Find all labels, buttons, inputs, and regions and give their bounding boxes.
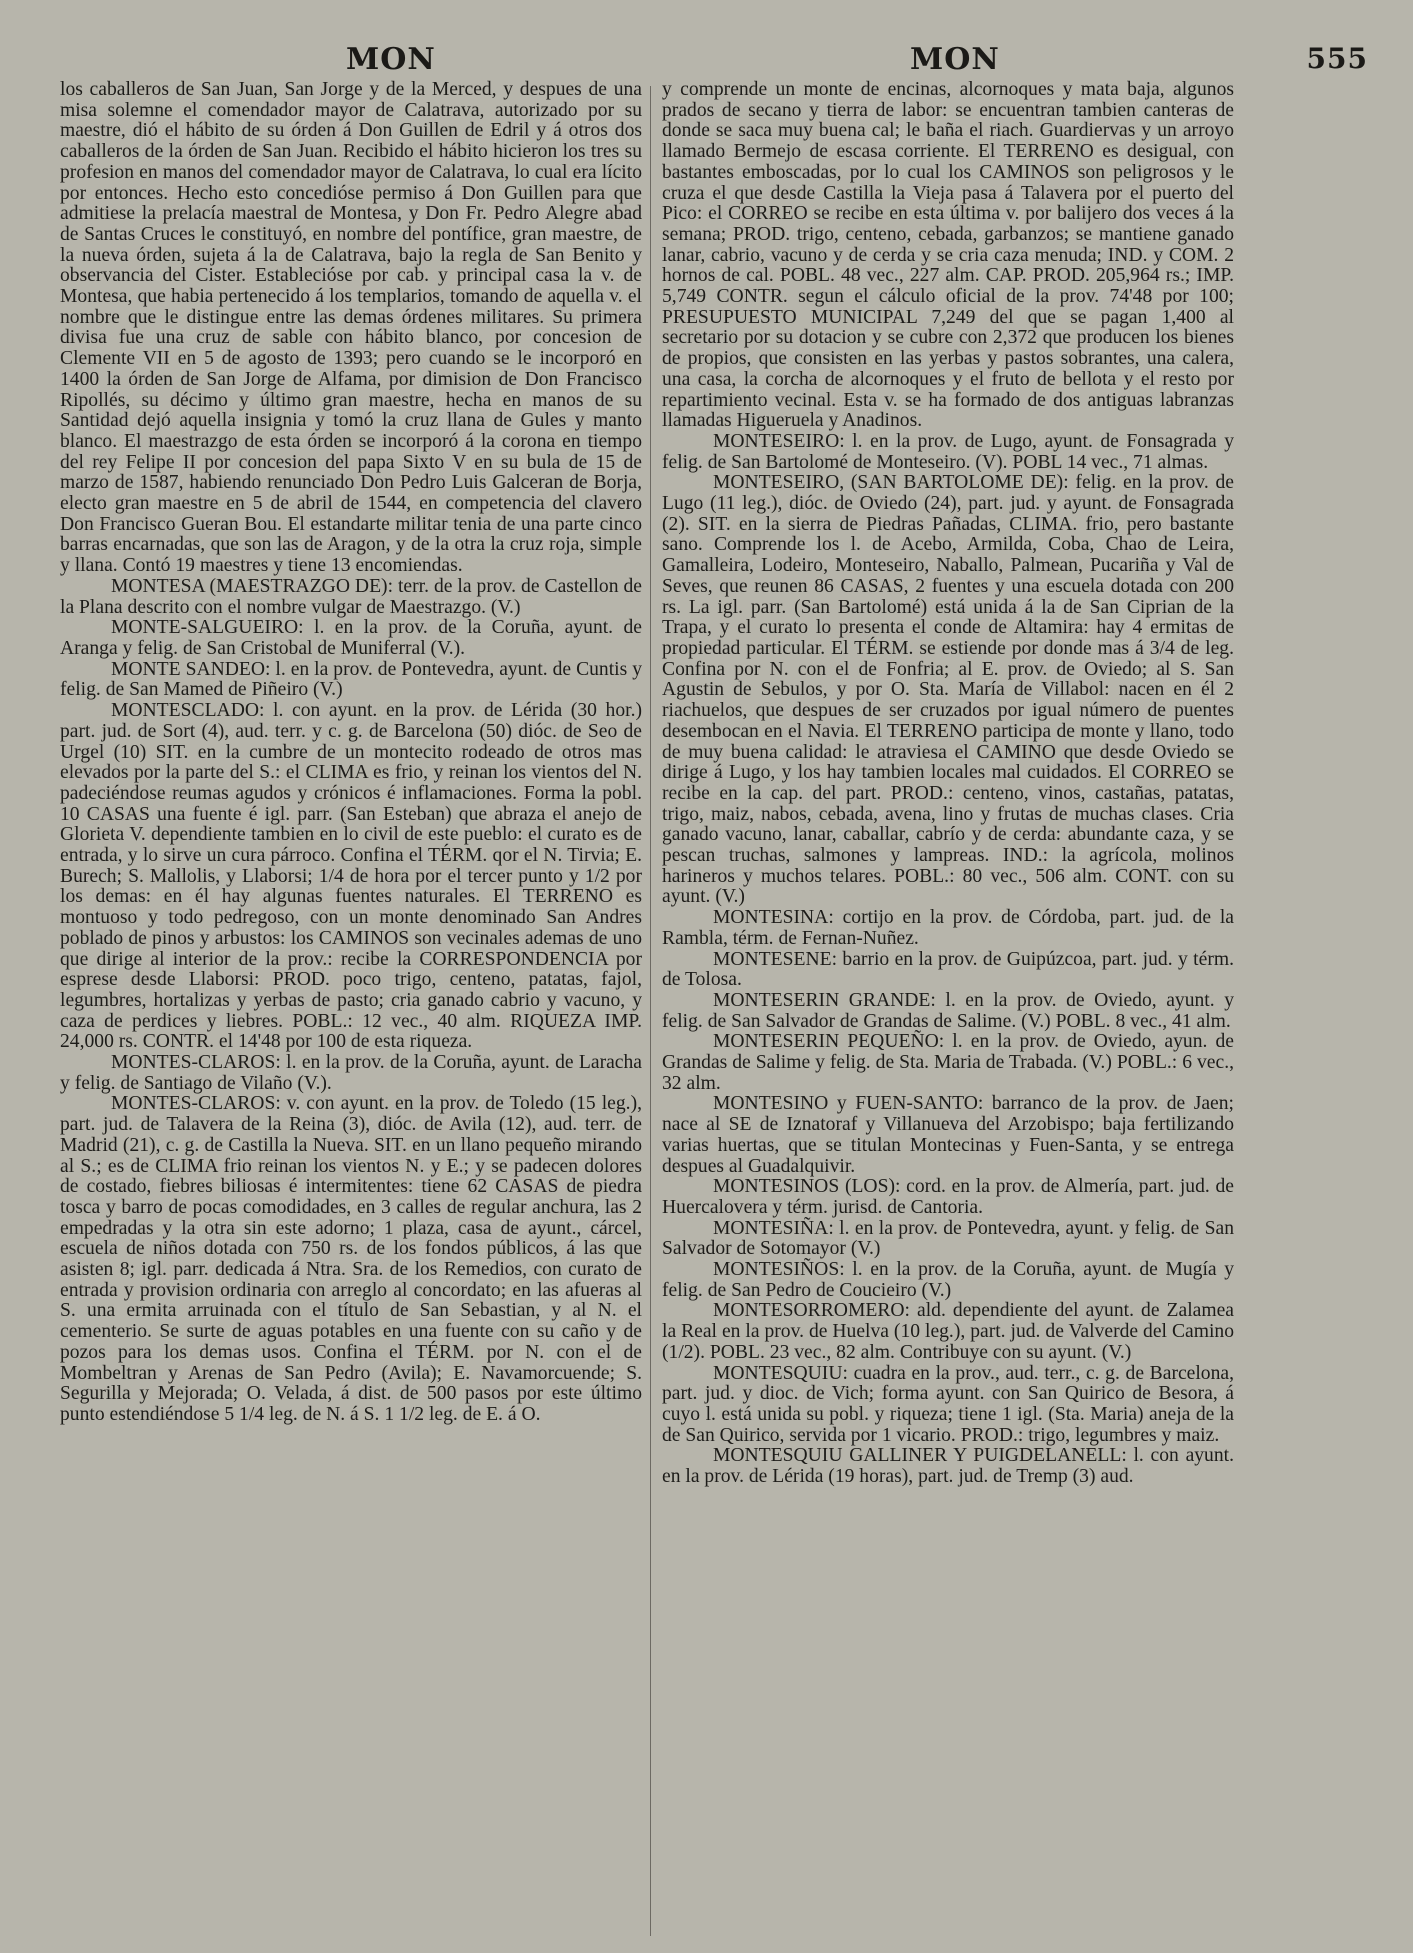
dictionary-entry: MONTESINO y FUEN-SANTO: barranco de la prov. de Jaen; nace al SE de Iznatoraf y Villanueva del Arzobispo; baja fertilizando varias huertas, que se titulan Montecinas y Fuen-Santa, y se entrega despues al Guadalquivir. — [662, 1093, 1234, 1177]
running-head-right: MON — [910, 42, 1000, 77]
dictionary-entry: MONTE-SALGUEIRO: l. en la prov. de la Coruña, ayunt. de Aranga y felig. de San Cristobal de Muniferral (V.). — [60, 617, 642, 659]
dictionary-entry: y comprende un monte de encinas, alcornoques y mata baja, algunos prados de secano y tierra de labor: se encuentran tambien canteras de donde se saca muy buena cal; le baña el riach. Guardiervas y un arroyo llamado Bermejo de escasa corriente. El TERRENO es desigual, con bastantes emboscadas, por lo cual los CAMINOS son peligrosos y le cruza el que desde Castilla la Vieja pasa á Talavera por el puerto del Pico: el CORREO se recibe en esta última v. por balijero dos veces á la semana; PROD. trigo, centeno, cebada, garbanzos; se mantiene ganado lanar, cabrio, vacuno y de cerda y se cria caza menuda; IND. y COM. 2 hornos de cal. POBL. 48 vec., 227 alm. CAP. PROD. 205,964 rs.; IMP. 5,749 CONTR. segun el cálculo oficial de la prov. 74'48 por 100; PRESUPUESTO MUNICIPAL 7,249 del que se pagan 1,400 al secretario por su dotacion y se cubre con 2,372 que producen los bienes de propios, que consisten en las yerbas y pastos sobrantes, una calera, una casa, la corcha de alcornoques y el fruto de bellota y el resto por repartimiento vecinal. Esta v. se ha formado de dos antiguas labranzas llamadas Higueruela y Anadinos. — [662, 79, 1234, 432]
dictionary-entry: MONTESQUIU: cuadra en la prov., aud. terr., c. g. de Barcelona, part. jud. y dioc. de Vich; forma ayunt. con San Quirico de Besora, á cuyo l. está unida su pobl. y riqueza; tiene 1 igl. (Sta. Maria) aneja de la de San Quirico, servida por 1 vicario. PROD.: trigo, legumbres y maiz. — [662, 1362, 1234, 1446]
dictionary-entry: MONTESQUIU GALLINER Y PUIGDELANELL: l. con ayunt. en la prov. de Lérida (19 horas), part. jud. de Tremp (3) aud. — [662, 1445, 1234, 1488]
dictionary-entry: MONTESIÑOS: l. en la prov. de la Coruña, ayunt. de Mugía y felig. de San Pedro de Coucieiro (V.) — [662, 1259, 1234, 1301]
dictionary-entry: MONTESERIN PEQUEÑO: l. en la prov. de Oviedo, ayun. de Grandas de Salime y felig. de Sta. Maria de Trabada. (V.) POBL.: 6 vec., 32 alm. — [662, 1031, 1234, 1094]
dictionary-entry: MONTESEIRO: l. en la prov. de Lugo, ayunt. de Fonsagrada y felig. de San Bartolomé de Monteseiro. (V). POBL 14 vec., 71 almas. — [662, 430, 1234, 473]
dictionary-entry: MONTESORROMERO: ald. dependiente del ayunt. de Zalamea la Real en la prov. de Huelva (10 leg.), part. jud. de Valverde del Camino (1/2). POBL. 23 vec., 82 alm. Contribuye con su ayunt. (V.) — [662, 1300, 1234, 1363]
column-divider — [650, 86, 651, 1936]
left-column — [60, 80, 642, 1426]
dictionary-entry: MONTESENE: barrio en la prov. de Guipúzcoa, part. jud. y térm. de Tolosa. — [662, 948, 1234, 991]
right-column — [662, 80, 1234, 1488]
dictionary-entry: MONTESIÑA: l. en la prov. de Pontevedra, ayunt. y felig. de San Salvador de Sotomayor (V.) — [662, 1217, 1234, 1260]
dictionary-entry: MONTESEIRO, (SAN BARTOLOME DE): felig. en la prov. de Lugo (11 leg.), dióc. de Oviedo (24), part. jud. y ayunt. de Fonsagrada (2). SIT. en la sierra de Piedras Pañadas, CLIMA. frio, pero bastante sano. Comprende los l. de Acebo, Armilda, Coba, Chao de Leira, Gamalleira, Lodeiro, Monteseiro, Naballo, Palmean, Pucariña y Val de Seves, que reunen 86 CASAS, 2 fuentes y una escuela dotada con 200 rs. La igl. parr. (San Bartolomé) está unida á la de San Ciprian de la Trapa, y el curato lo presenta el conde de Altamira: hay 4 ermitas de propiedad particular. El TÉRM. se estiende por donde mas á 3/4 de leg. Confina por N. con el de Fonfria; al E. prov. de Oviedo; al S. San Agustin de Sebulos, y por O. Sta. María de Villabol: nacen en él 2 riachuelos, que despues de ser cruzados por igual número de puentes desembocan en el Navia. El TERRENO participa de monte y llano, todo de muy buena calidad: le atraviesa el CAMINO que desde Oviedo se dirige á Lugo, y los hay tambien locales mal cuidados. El CORREO se recibe en la cap. del part. PROD.: centeno, vinos, castañas, patatas, trigo, maiz, nabos, cebada, avena, lino y frutas de muchas clases. Cria ganado vacuno, lanar, caballar, cabrío y de cerda: abundante caza, y se pescan truchas, salmones y lampreas. IND.: la agrícola, molinos harineros y muchos telares. POBL.: 80 vec., 506 alm. CONT. con su ayunt. (V.) — [662, 472, 1234, 908]
dictionary-entry: los caballeros de San Juan, San Jorge y de la Merced, y despues de una misa solemne el comendador mayor de Calatrava, autorizado por su maestre, dió el hábito de su órden á Don Guillen de Edril y á otros dos caballeros de la órden de San Juan. Recibido el hábito hicieron los tres su profesion en manos del comendador mayor de Calatrava, lo cual era lícito por entonces. Hecho esto concedióse permiso á Don Guillen para que admitiese la prelacía maestral de Montesa, y Don Fr. Pedro Alegre abad de Santas Cruces le constituyó, en nombre del pontífice, gran maestre, de la nueva órden, sujeta á la de Calatrava, bajo la regla de San Benito y observancia del Cister. Establecióse por cab. y principal casa la v. de Montesa, que habia pertenecido á los templarios, tomando de aquella v. el nombre que le distingue entre las demas órdenes militares. Su primera divisa fue una cruz de sable con hábito blanco, por concesion de Clemente VII en 5 de agosto de 1393; pero cuando se le incorporó en 1400 la órden de San Jorge de Alfama, por dimision de Don Francisco Ripollés, su décimo y último gran maestre, hecha en manos de su Santidad dejó aquella insignia y tomó la cruz llana de Gules y manto blanco. El maestrazgo de esta órden se incorporó á la corona en tiempo del rey Felipe II por concesion del papa Sixto V en su bula de 15 de marzo de 1587, habiendo renunciado Don Pedro Luis Galceran de Borja, electo gran maestre en 5 de abril de 1544, en competencia del clavero Don Francisco Gueran Bou. El estandarte militar tenia de una parte cinco barras encarnadas, que son las de Aragon, y de la otra la cruz roja, simple y llana. Contó 19 maestres y tiene 13 encomiendas. — [60, 79, 642, 577]
dictionary-entry: MONTESERIN GRANDE: l. en la prov. de Oviedo, ayunt. y felig. de San Salvador de Grandas de Salime. (V.) POBL. 8 vec., 41 alm. — [662, 989, 1234, 1032]
dictionary-entry: MONTES-CLAROS: v. con ayunt. en la prov. de Toledo (15 leg.), part. jud. de Talavera de la Reina (3), dióc. de Avila (12), aud. terr. de Madrid (21), c. g. de Castilla la Nueva. SIT. en un llano pequeño mirando al S.; es de CLIMA frio reinan los vientos N. y E.; y se padecen dolores de costado, fiebres biliosas é intermitentes: tiene 62 CASAS de piedra tosca y barro de pocas comodidades, en 3 calles de regular anchura, las 2 empedradas y la otra sin este adorno; 1 plaza, casa de ayunt., cárcel, escuela de niños dotada con 750 rs. de los fondos públicos, á las que asisten 8; igl. parr. dedicada á Ntra. Sra. de los Remedios, con curato de entrada y provision ordinaria con arreglo al concordato; en las afueras al S. una ermita arruinada con el título de San Sebastian, y al N. el cementerio. Se surte de aguas potables en una fuente con su caño y de pozos para los demas usos. Confina el TÉRM. por N. con el de Mombeltran y Arenas de San Pedro (Avila); E. Navamorcuende; S. Segurilla y Mejorada; O. Velada, á dist. de 500 pasos por este último punto estendiéndose 5 1/4 leg. de N. á S. 1 1/2 leg. de E. á O. — [60, 1093, 642, 1425]
page-number: 555 — [1306, 42, 1368, 75]
running-head-left: MON — [346, 42, 436, 77]
dictionary-entry: MONTES-CLAROS: l. en la prov. de la Coruña, ayunt. de Laracha y felig. de Santiago de Vilaño (V.). — [60, 1052, 642, 1094]
dictionary-entry: MONTESA (MAESTRAZGO DE): terr. de la prov. de Castellon de la Plana descrito con el nombre vulgar de Maestrazgo. (V.) — [60, 575, 642, 618]
dictionary-entry: MONTESINA: cortijo en la prov. de Córdoba, part. jud. de la Rambla, térm. de Fernan-Nuñez. — [662, 907, 1234, 949]
dictionary-entry: MONTESCLADO: l. con ayunt. en la prov. de Lérida (30 hor.) part. jud. de Sort (4), aud. terr. y c. g. de Barcelona (50) dióc. de Seo de Urgel (10) SIT. en la cumbre de un montecito rodeado de otros mas elevados por la parte del S.: el CLIMA es frio, y reinan los vientos del N. padeciéndose reumas agudos y crónicos é inflamaciones. Forma la pobl. 10 CASAS una fuente é igl. parr. (San Esteban) que abraza el anejo de Glorieta V. dependiente tambien en lo civil de este pueblo: el curato es de entrada, y lo sirve un cura párroco. Confina el TÉRM. qor el N. Tirvia; E. Burech; S. Mallolis, y Llaborsi; 1/4 de hora por el tercer punto y 1/2 por los demas: en él hay algunas fuentes naturales. El TERRENO es montuoso y todo pedregoso, con un monte denominado San Andres poblado de pinos y arbustos: los CAMINOS son vecinales ademas de uno que dirige al interior de la prov.: recibe la CORRESPONDENCIA por esprese desde Llaborsi: PROD. poco trigo, centeno, patatas, fajol, legumbres, hortalizas y yerbas de pasto; cria ganado cabrio y vacuno, y caza de perdices y liebres. POBL.: 12 vec., 40 alm. RIQUEZA IMP. 24,000 rs. CONTR. el 14'48 por 100 de esta riqueza. — [60, 700, 642, 1053]
dictionary-entry: MONTE SANDEO: l. en la prov. de Pontevedra, ayunt. de Cuntis y felig. de San Mamed de Piñeiro (V.) — [60, 658, 642, 701]
dictionary-entry: MONTESINOS (LOS): cord. en la prov. de Almería, part. jud. de Huercalovera y térm. jurisd. de Cantoria. — [662, 1176, 1234, 1218]
